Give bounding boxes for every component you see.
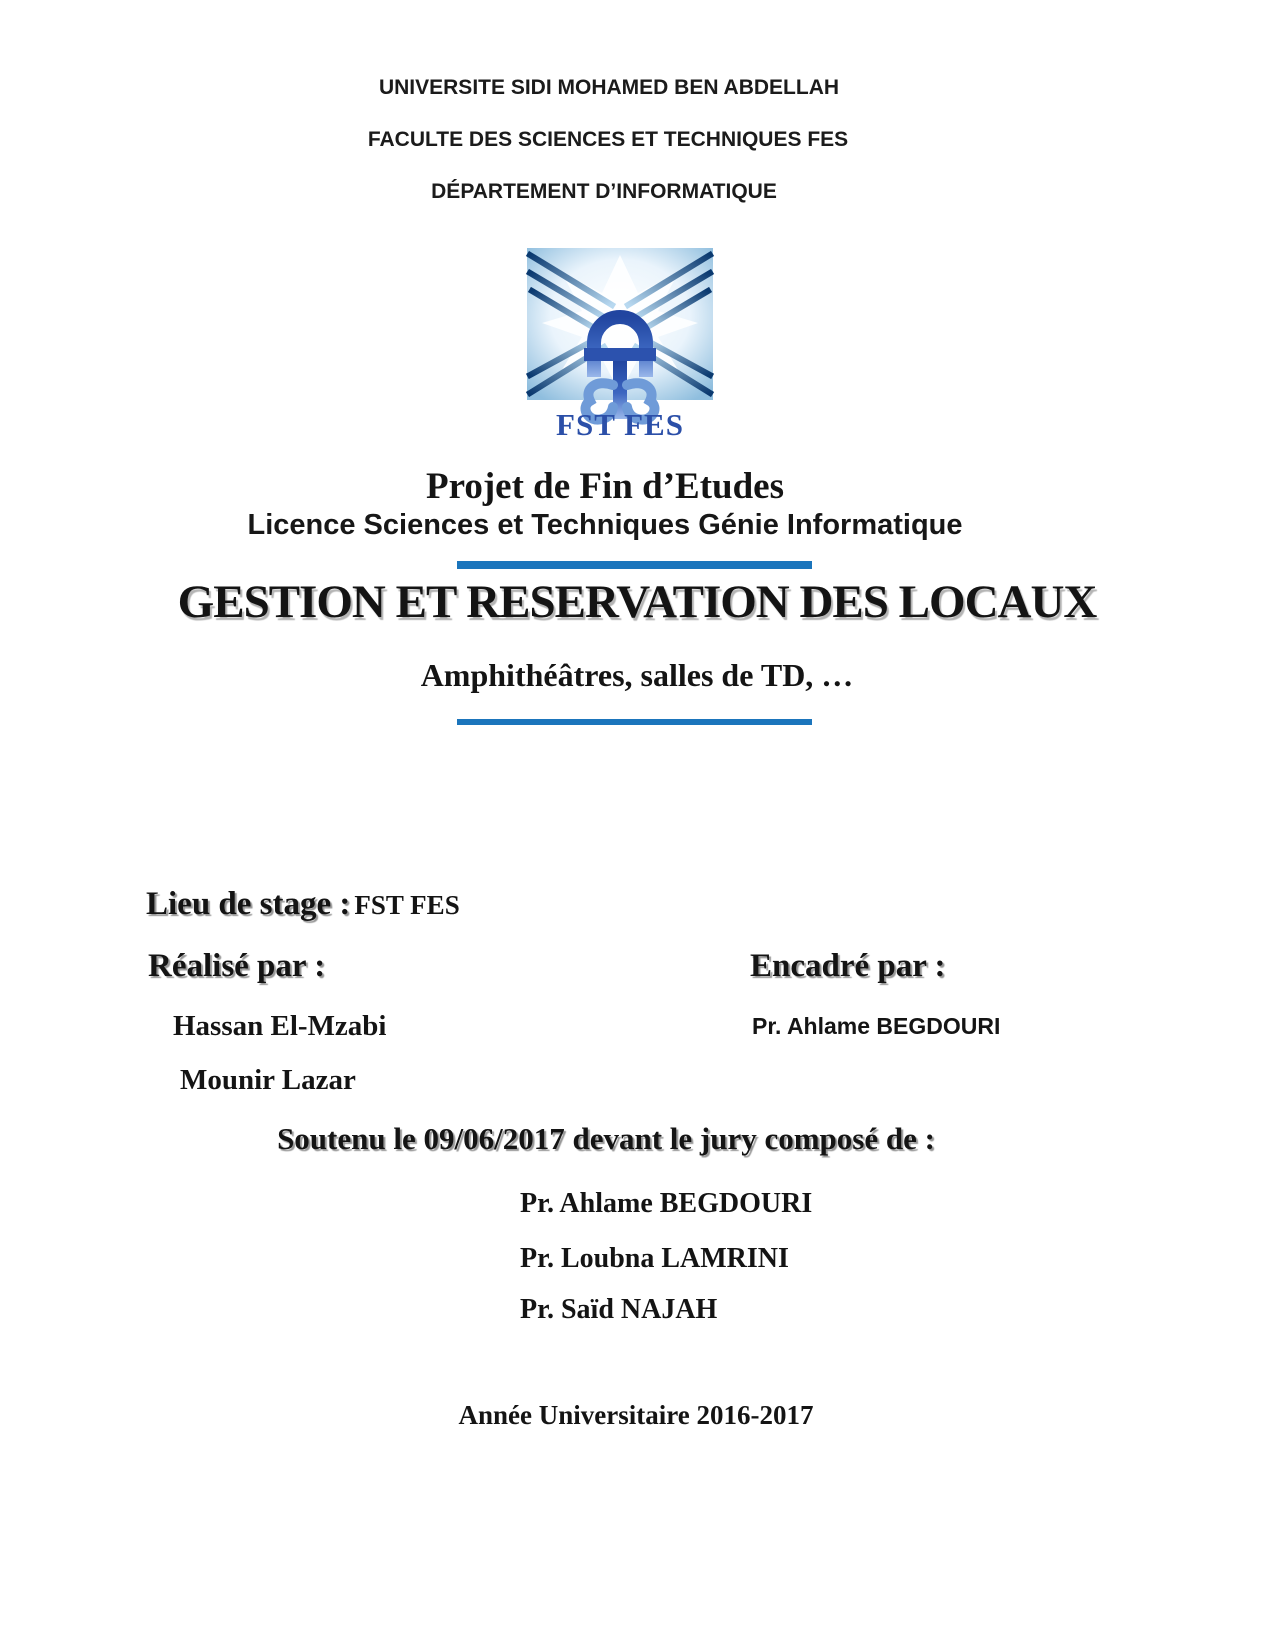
department-name: DÉPARTEMENT D’INFORMATIQUE [431,180,777,203]
jury-member-2: Pr. Loubna LAMRINI [520,1243,789,1274]
supervised-by-label: Encadré par : [750,948,946,984]
jury-member-3: Pr. Saïd NAJAH [520,1294,718,1325]
author-name-2: Mounir Lazar [180,1064,356,1096]
realised-by-label: Réalisé par : [148,948,326,984]
divider-bottom-rule [457,719,812,725]
internship-value: FST FES [354,890,460,920]
supervisor-name: Pr. Ahlame BEGDOURI [752,1013,1001,1039]
fst-fes-logo-graphic [500,243,740,439]
defense-statement: Soutenu le 09/06/2017 devant le jury composé de : [277,1121,935,1156]
faculty-name: FACULTE DES SCIENCES ET TECHNIQUES FES [367,128,849,151]
divider-top-rule [457,561,812,569]
subtitle: Amphithéâtres, salles de TD, … [420,657,854,693]
jury-member-1: Pr. Ahlame BEGDOURI [520,1188,813,1219]
internship-label: Lieu de stage : [146,886,351,922]
author-name-1: Hassan El-Mzabi [173,1010,387,1042]
logo-caption: FST FES [556,407,684,439]
academic-year: Année Universitaire 2016-2017 [458,1400,814,1430]
university-name: UNIVERSITE SIDI MOHAMED BEN ABDELLAH [378,76,840,99]
project-type-title: Projet de Fin d’Etudes [425,466,785,507]
internship-row [146,886,460,923]
fst-fes-logo [500,243,740,439]
program-name: Licence Sciences et Techniques Génie Informatique [247,509,963,541]
main-title: GESTION ET RESERVATION DES LOCAUX [177,576,1097,628]
